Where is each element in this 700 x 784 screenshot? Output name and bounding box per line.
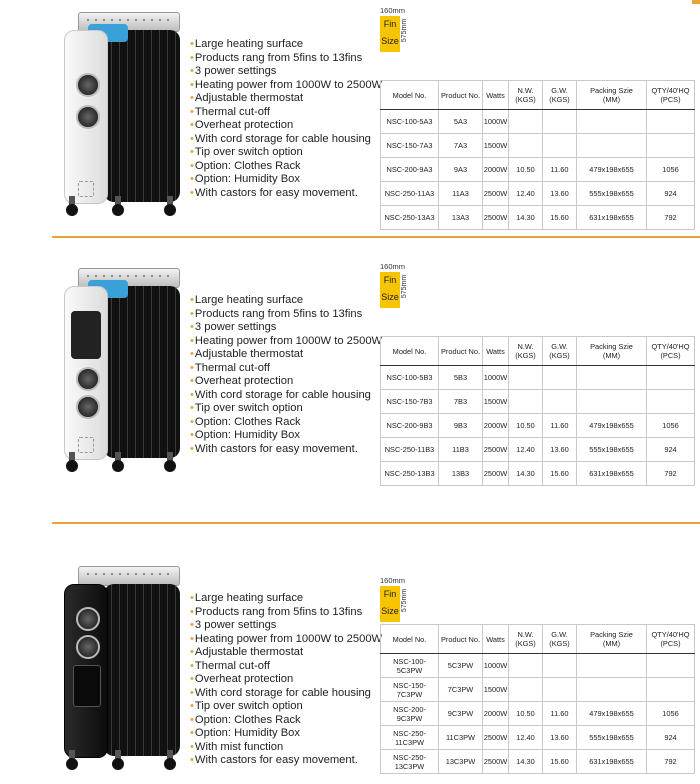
table-cell: 2500W: [483, 726, 509, 750]
thermostat-knob: [76, 367, 100, 391]
table-cell: [509, 366, 543, 390]
table-cell: 631x198x655: [577, 462, 647, 486]
table-cell: 10.50: [509, 414, 543, 438]
feature-item: • Heating power from 1000W to 2500W: [190, 633, 382, 647]
table-cell: 2500W: [483, 182, 509, 206]
table-row: [381, 134, 695, 158]
size-label: Size: [381, 606, 399, 616]
column-header: Model No.: [381, 337, 439, 366]
table-cell: 13B3: [439, 462, 483, 486]
table-cell: 2500W: [483, 438, 509, 462]
table-row: [381, 654, 695, 678]
table-cell: 14.30: [509, 462, 543, 486]
table-cell: 555x198x655: [577, 726, 647, 750]
oil-heater-image: [52, 268, 184, 478]
column-header: Product No.: [439, 625, 483, 654]
table-cell: 5B3: [439, 366, 483, 390]
feature-item: • Overheat protection: [190, 375, 382, 389]
castor-wheel: [112, 460, 124, 472]
column-header: Watts: [483, 625, 509, 654]
feature-item: • Option: Clothes Rack: [190, 416, 382, 430]
table-cell: 12.40: [509, 182, 543, 206]
feature-item: • With cord storage for cable housing: [190, 687, 382, 701]
fin-height-label: 575mm: [401, 18, 409, 43]
table-header-row: [381, 625, 695, 654]
feature-item: • Heating power from 1000W to 2500W: [190, 79, 382, 93]
feature-item: • With castors for easy movement.: [190, 754, 382, 768]
feature-item: • Large heating surface: [190, 38, 382, 52]
table-cell: 10.50: [509, 702, 543, 726]
feature-item: • Adjustable thermostat: [190, 92, 382, 106]
table-cell: 2000W: [483, 702, 509, 726]
table-cell: [509, 390, 543, 414]
fin-size-box: [380, 586, 400, 622]
table-cell: NSC-150-7B3: [381, 390, 439, 414]
table-cell: NSC-200-9A3: [381, 158, 439, 182]
table-cell: NSC-150-7C3PW: [381, 678, 439, 702]
heater-fins: [104, 30, 180, 202]
thermostat-knob: [76, 607, 100, 631]
castor-wheel: [66, 204, 78, 216]
power-knob: [76, 105, 100, 129]
table-row: [381, 158, 695, 182]
table-cell: 14.30: [509, 206, 543, 230]
table-cell: [577, 134, 647, 158]
table-row: [381, 678, 695, 702]
feature-item: • Adjustable thermostat: [190, 646, 382, 660]
fin-label: Fin: [383, 589, 397, 599]
table-cell: 13A3: [439, 206, 483, 230]
column-header: Model No.: [381, 81, 439, 110]
table-cell: 13.60: [543, 438, 577, 462]
clothes-rack: [78, 566, 180, 586]
spec-table: [380, 336, 695, 486]
product-section-b: [0, 262, 700, 512]
table-cell: NSC-100-5B3: [381, 366, 439, 390]
column-header: QTY/40'HQ (PCS): [647, 337, 695, 366]
feature-item: • With cord storage for cable housing: [190, 133, 382, 147]
column-header: G.W. (KGS): [543, 337, 577, 366]
column-header: QTY/40'HQ (PCS): [647, 625, 695, 654]
table-cell: [647, 134, 695, 158]
fin-label: Fin: [383, 19, 397, 29]
column-header: N.W. (KGS): [509, 337, 543, 366]
castor-wheel: [112, 204, 124, 216]
table-cell: [577, 654, 647, 678]
table-cell: 11.60: [543, 414, 577, 438]
table-cell: 1500W: [483, 678, 509, 702]
control-panel: [64, 286, 108, 460]
fin-size-badge: [380, 262, 420, 324]
feature-item: • Option: Clothes Rack: [190, 714, 382, 728]
table-cell: NSC-250-11C3PW: [381, 726, 439, 750]
table-cell: 7B3: [439, 390, 483, 414]
table-cell: 5A3: [439, 110, 483, 134]
table-cell: 1500W: [483, 134, 509, 158]
table-cell: 631x198x655: [577, 206, 647, 230]
table-cell: [647, 654, 695, 678]
column-header: Watts: [483, 81, 509, 110]
control-panel: [64, 584, 108, 758]
table-cell: 631x198x655: [577, 750, 647, 774]
table-header-row: [381, 337, 695, 366]
feature-item: • With castors for easy movement.: [190, 443, 382, 457]
table-cell: 12.40: [509, 726, 543, 750]
table-cell: [509, 654, 543, 678]
mist-window: [73, 665, 101, 707]
display-panel: [71, 311, 101, 359]
table-cell: [543, 390, 577, 414]
table-cell: 1000W: [483, 110, 509, 134]
table-cell: [647, 678, 695, 702]
table-cell: 15.60: [543, 462, 577, 486]
table-cell: NSC-250-13A3: [381, 206, 439, 230]
feature-item: • With mist function: [190, 741, 382, 755]
table-cell: 13.60: [543, 726, 577, 750]
table-cell: 792: [647, 206, 695, 230]
table-cell: [647, 390, 695, 414]
table-cell: NSC-100-5C3PW: [381, 654, 439, 678]
oil-heater-image: [52, 566, 184, 776]
column-header: Product No.: [439, 337, 483, 366]
top-accent-bar: [692, 0, 700, 4]
section-divider: [52, 236, 700, 238]
table-cell: 13.60: [543, 182, 577, 206]
size-label: Size: [381, 292, 399, 302]
castor-wheel: [66, 460, 78, 472]
table-row: [381, 366, 695, 390]
table-cell: 15.60: [543, 206, 577, 230]
table-cell: 555x198x655: [577, 182, 647, 206]
castor-wheel: [164, 204, 176, 216]
table-cell: 2000W: [483, 414, 509, 438]
table-cell: [543, 366, 577, 390]
castor-wheel: [112, 758, 124, 770]
feature-item: • Tip over switch option: [190, 402, 382, 416]
column-header: G.W. (KGS): [543, 81, 577, 110]
table-cell: 9B3: [439, 414, 483, 438]
feature-item: • Large heating surface: [190, 294, 382, 308]
feature-item: • Products rang from 5fins to 13fins: [190, 308, 382, 322]
table-cell: NSC-250-13B3: [381, 462, 439, 486]
table-cell: 5C3PW: [439, 654, 483, 678]
table-row: [381, 702, 695, 726]
table-cell: 9A3: [439, 158, 483, 182]
table-cell: 11B3: [439, 438, 483, 462]
table-cell: [577, 110, 647, 134]
table-cell: NSC-250-11A3: [381, 182, 439, 206]
table-cell: 11C3PW: [439, 726, 483, 750]
column-header: N.W. (KGS): [509, 625, 543, 654]
product-section-c: [0, 536, 700, 784]
column-header: N.W. (KGS): [509, 81, 543, 110]
table-cell: 14.30: [509, 750, 543, 774]
feature-item: • Thermal cut-off: [190, 362, 382, 376]
product-section-a: [0, 6, 700, 256]
table-cell: [543, 678, 577, 702]
feature-item: • Thermal cut-off: [190, 106, 382, 120]
table-cell: 2500W: [483, 462, 509, 486]
table-cell: 2000W: [483, 158, 509, 182]
castor-wheel: [164, 758, 176, 770]
feature-item: • Large heating surface: [190, 592, 382, 606]
fin-width-label: 160mm: [380, 262, 406, 271]
table-cell: NSC-250-13C3PW: [381, 750, 439, 774]
table-row: [381, 462, 695, 486]
column-header: QTY/40'HQ (PCS): [647, 81, 695, 110]
table-row: [381, 414, 695, 438]
table-cell: NSC-100-5A3: [381, 110, 439, 134]
feature-list: [190, 592, 382, 768]
feature-item: • With castors for easy movement.: [190, 187, 382, 201]
heater-fins: [104, 286, 180, 458]
table-cell: 1500W: [483, 390, 509, 414]
table-cell: 1056: [647, 414, 695, 438]
table-row: [381, 182, 695, 206]
feature-item: • Option: Humidity Box: [190, 429, 382, 443]
table-cell: 479x198x655: [577, 158, 647, 182]
feature-item: • 3 power settings: [190, 65, 382, 79]
feature-item: • Thermal cut-off: [190, 660, 382, 674]
size-label: Size: [381, 36, 399, 46]
table-cell: [543, 654, 577, 678]
feature-item: • Option: Clothes Rack: [190, 160, 382, 174]
control-panel: [64, 30, 108, 204]
feature-item: • Products rang from 5fins to 13fins: [190, 52, 382, 66]
table-cell: 1056: [647, 158, 695, 182]
fin-label: Fin: [383, 275, 397, 285]
table-cell: [543, 134, 577, 158]
heater-fins: [104, 584, 180, 756]
feature-item: • Products rang from 5fins to 13fins: [190, 606, 382, 620]
column-header: Packing Szie (MM): [577, 337, 647, 366]
table-cell: 1056: [647, 702, 695, 726]
fin-size-box: [380, 16, 400, 52]
column-header: Watts: [483, 337, 509, 366]
table-cell: 479x198x655: [577, 702, 647, 726]
table-cell: 1000W: [483, 654, 509, 678]
fin-size-box: [380, 272, 400, 308]
table-cell: 7C3PW: [439, 678, 483, 702]
column-header: Packing Szie (MM): [577, 81, 647, 110]
table-cell: 10.50: [509, 158, 543, 182]
feature-item: • Adjustable thermostat: [190, 348, 382, 362]
feature-item: • Heating power from 1000W to 2500W: [190, 335, 382, 349]
table-cell: 11A3: [439, 182, 483, 206]
column-header: Model No.: [381, 625, 439, 654]
feature-list: [190, 38, 382, 200]
table-cell: 9C3PW: [439, 702, 483, 726]
table-cell: [509, 678, 543, 702]
table-cell: 11.60: [543, 158, 577, 182]
table-cell: 924: [647, 438, 695, 462]
feature-item: • Tip over switch option: [190, 146, 382, 160]
fin-size-badge: [380, 6, 420, 68]
feature-item: • Overheat protection: [190, 119, 382, 133]
table-cell: 2500W: [483, 206, 509, 230]
spec-table: [380, 80, 695, 230]
feature-item: • Tip over switch option: [190, 700, 382, 714]
table-cell: [577, 678, 647, 702]
fin-width-label: 160mm: [380, 576, 406, 585]
table-row: [381, 110, 695, 134]
power-knob: [76, 635, 100, 659]
castor-wheel: [66, 758, 78, 770]
vent-grille: [78, 181, 94, 197]
castor-wheel: [164, 460, 176, 472]
table-cell: [577, 390, 647, 414]
table-cell: 924: [647, 726, 695, 750]
feature-item: • Overheat protection: [190, 673, 382, 687]
table-cell: 12.40: [509, 438, 543, 462]
column-header: Packing Szie (MM): [577, 625, 647, 654]
power-knob: [76, 395, 100, 419]
table-header-row: [381, 81, 695, 110]
table-cell: 13C3PW: [439, 750, 483, 774]
spec-table: [380, 624, 695, 774]
table-cell: 479x198x655: [577, 414, 647, 438]
oil-heater-image: [52, 12, 184, 222]
table-cell: 555x198x655: [577, 438, 647, 462]
feature-list: [190, 294, 382, 456]
table-cell: [509, 110, 543, 134]
section-divider: [52, 522, 700, 524]
table-cell: [647, 110, 695, 134]
feature-item: • Option: Humidity Box: [190, 173, 382, 187]
table-cell: NSC-200-9C3PW: [381, 702, 439, 726]
column-header: Product No.: [439, 81, 483, 110]
table-row: [381, 438, 695, 462]
table-cell: NSC-250-11B3: [381, 438, 439, 462]
feature-item: • 3 power settings: [190, 619, 382, 633]
fin-width-label: 160mm: [380, 6, 406, 15]
table-row: [381, 206, 695, 230]
table-cell: 15.60: [543, 750, 577, 774]
vent-grille: [78, 437, 94, 453]
table-cell: 792: [647, 462, 695, 486]
table-cell: [577, 366, 647, 390]
table-row: [381, 390, 695, 414]
table-row: [381, 750, 695, 774]
table-row: [381, 726, 695, 750]
feature-item: • Option: Humidity Box: [190, 727, 382, 741]
table-cell: 1000W: [483, 366, 509, 390]
thermostat-knob: [76, 73, 100, 97]
table-cell: [509, 134, 543, 158]
table-cell: 924: [647, 182, 695, 206]
table-cell: 792: [647, 750, 695, 774]
table-cell: [543, 110, 577, 134]
table-cell: 7A3: [439, 134, 483, 158]
fin-height-label: 575mm: [401, 274, 409, 299]
table-cell: 2500W: [483, 750, 509, 774]
fin-height-label: 575mm: [401, 588, 409, 613]
table-cell: NSC-200-9B3: [381, 414, 439, 438]
feature-item: • With cord storage for cable housing: [190, 389, 382, 403]
feature-item: • 3 power settings: [190, 321, 382, 335]
table-cell: NSC-150-7A3: [381, 134, 439, 158]
table-cell: 11.60: [543, 702, 577, 726]
table-cell: [647, 366, 695, 390]
column-header: G.W. (KGS): [543, 625, 577, 654]
